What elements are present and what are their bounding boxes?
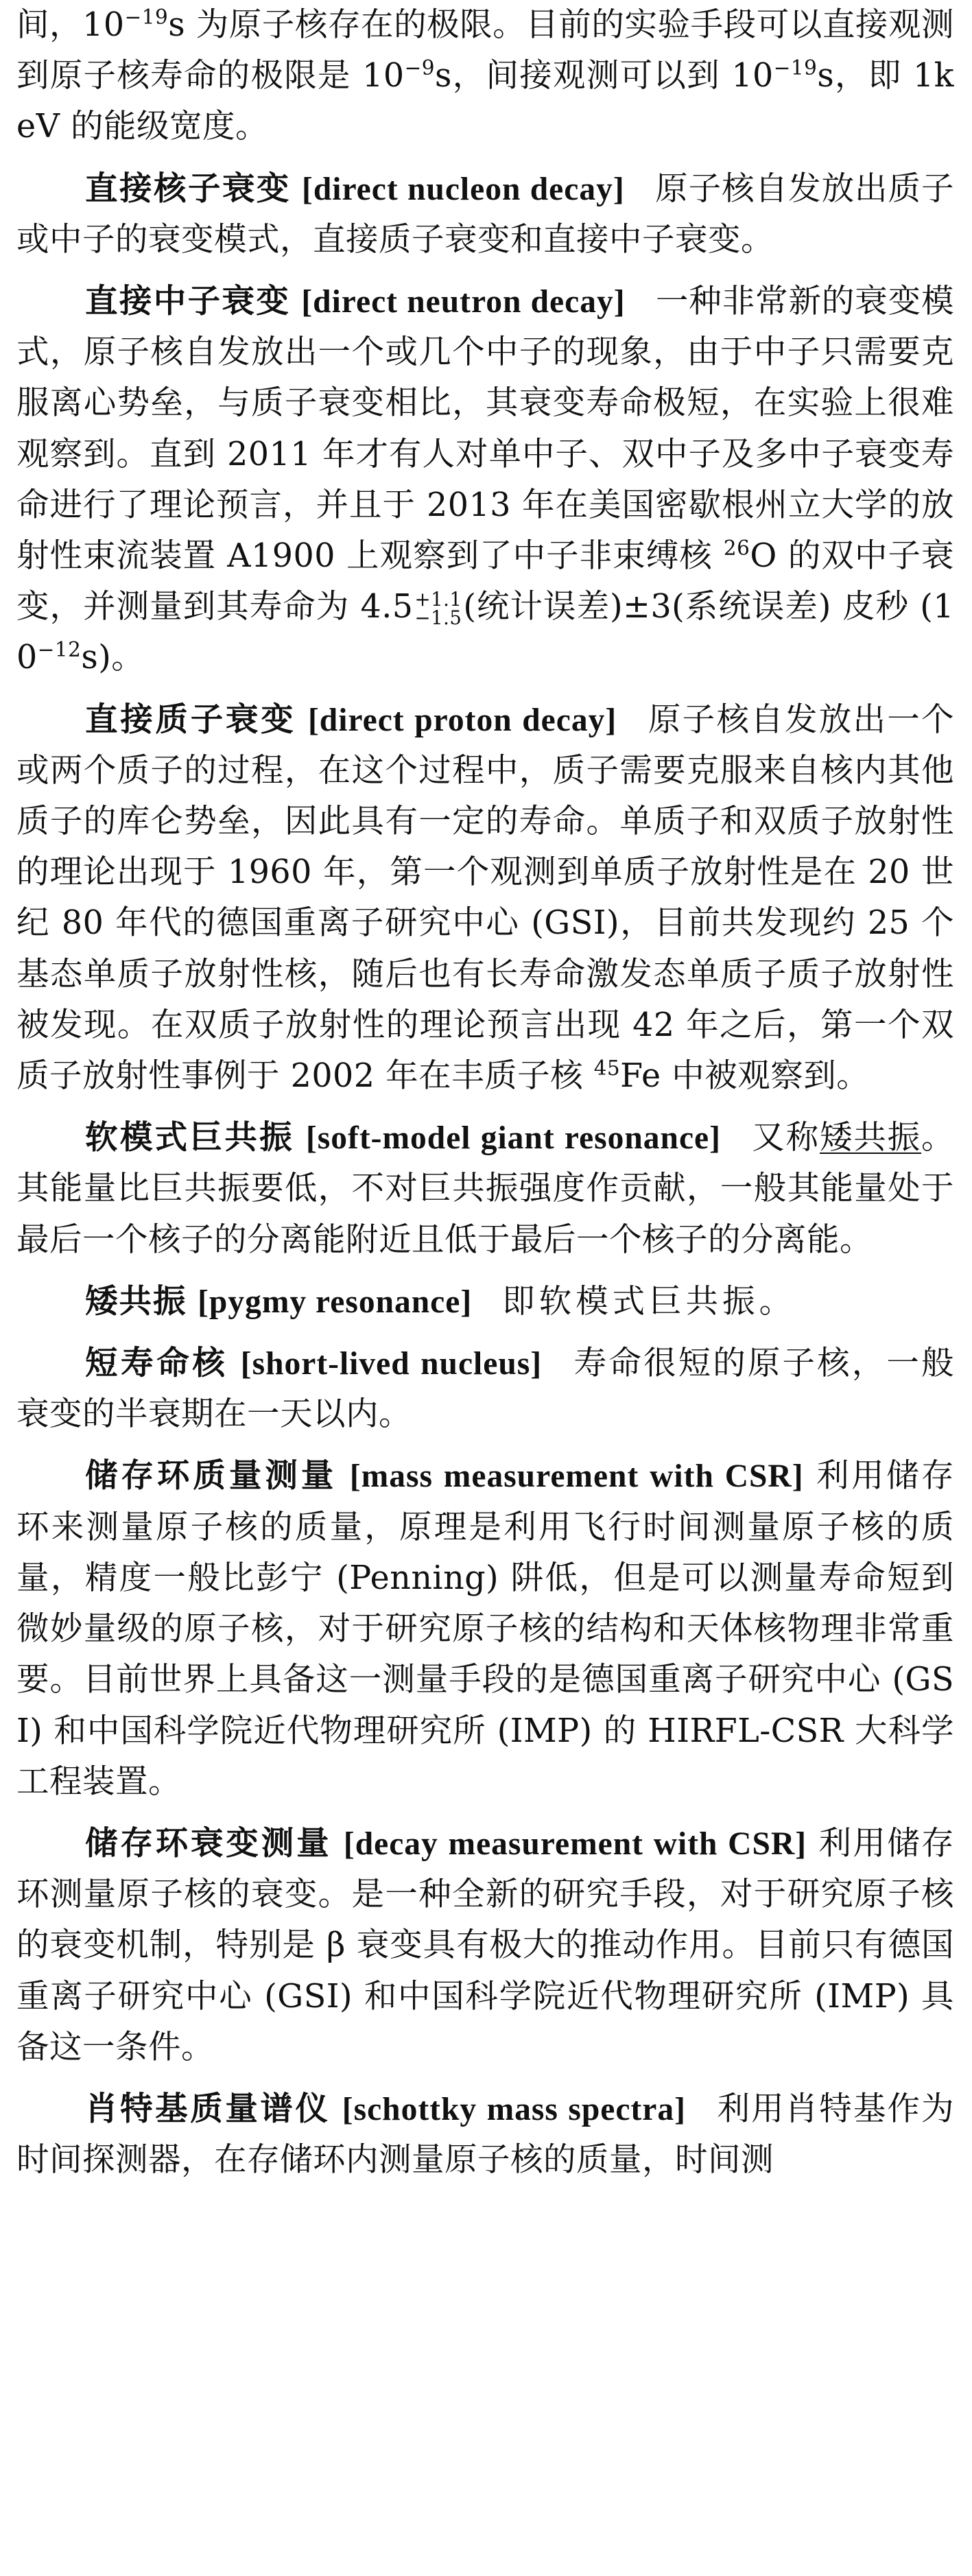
exponent: −19 — [124, 5, 169, 29]
entry-english: [direct proton decay] — [307, 702, 617, 738]
entry-term: 储存环质量测量 — [85, 1457, 337, 1496]
isotope-symbol: O — [750, 537, 777, 576]
entry-definition: 利用储存环来测量原子核的质量，原理是利用飞行时间测量原子核的质量，精度一般比彭宁 (Penning) 阱低，但是可以测量寿命短到微妙量级的原子核，对于研究原子核的结构和天体核物理非常重要。目前世界上具备这一测量手段的是德国重离子研究中心 (GSI) 和中国科学院近代物理研究所 (IMP) 的 HIRFL-CSR 大科学工程装置。 — [16, 1457, 955, 1801]
entry-english: [direct nucleon decay] — [302, 171, 625, 207]
entry-definition: 寿命很短的原子核，一般衰变的半衰期在一天以内。 — [16, 1345, 955, 1434]
entry-definition: 又称 — [750, 1119, 820, 1157]
exponent: −12 — [37, 638, 82, 662]
exponent: −9 — [404, 56, 436, 80]
entry-soft-mode-giant-resonance: 软模式巨共振 [soft-model giant resonance] 又称矮共振。其能量比巨共振要低，不对巨共振强度作贡献，一般其能量处于最后一个核子的分离能附近且低于最后一个核子的分离能。 — [16, 1119, 954, 1259]
error-upper: +1.1 — [414, 588, 462, 611]
intro-text: 间， — [16, 6, 83, 44]
entry-schottky-mass-spectra — [16, 2084, 954, 2186]
intro-paragraph: 间，$10^{-19}s$ 为原子核存在的极限。目前的实验手段可以直接观测到原子核寿命的极限是 $10^{-9}s$，间接观测可以到 $10^{-19}s$，即 1keV 的能级宽度。 — [16, 5, 954, 146]
entry-english: [pygmy resonance] — [198, 1284, 473, 1320]
entry-term: 直接核子衰变 — [85, 169, 291, 208]
entry-definition: 原子核自发放出一个或两个质子的过程，在这个过程中，质子需要克服来自核内其他质子的库仑势垒，因此具有一定的寿命。单质子和双质子放射性的理论出现于 1960 年，第一个观测到单质子放射性是在 20 世纪 80 年代的德国重离子研究中心 (GSI)，目前共发现约 25 个基态单质子放射性核，随后也有长寿命激发态单质子质子放射性被发现。在双质子放射性的理论预言出现 42 年之后，第一个双质子放射性事例于 2002 年在丰质子核 — [16, 700, 955, 1096]
entry-term: 肖特基质量谱仪 — [85, 2090, 331, 2128]
entry-term: 储存环衰变测量 — [85, 1824, 332, 1863]
entry-definition: 原子核自发放出质子或中子的衰变模式，直接质子衰变和直接中子衰变。 — [16, 169, 955, 259]
cross-reference-link[interactable]: 矮共振 — [819, 1119, 921, 1157]
error-lower: −1.5 — [414, 607, 462, 630]
isotope-symbol: Fe — [620, 1057, 661, 1096]
entry-term: 短寿命核 — [85, 1345, 228, 1383]
entry-mass-measurement-csr — [16, 1451, 954, 1807]
isotope-mass-number: 45 — [593, 1056, 621, 1080]
entry-english: [decay measurement with CSR] — [343, 1825, 807, 1862]
entry-english: [mass measurement with CSR] — [349, 1458, 804, 1495]
entry-definition: 即软模式巨共振。 — [502, 1282, 796, 1321]
entry-english: [schottky mass spectra] — [342, 2091, 686, 2127]
entry-term: 软模式巨共振 — [85, 1119, 295, 1157]
entry-english: [short-lived nucleus] — [240, 1346, 543, 1382]
isotope-mass-number: 26 — [723, 536, 750, 560]
entry-term: 直接质子衰变 — [85, 700, 296, 739]
entry-short-lived-nucleus — [16, 1338, 954, 1440]
entry-english: [direct neutron decay] — [301, 284, 626, 320]
entry-pygmy-resonance — [16, 1277, 954, 1327]
entry-definition: 利用储存环测量原子核的衰变。是一种全新的研究手段，对于研究原子核的衰变机制，特别是 β 衰变具有极大的推动作用。目前只有德国重离子研究中心 (GSI) 和中国科学院近代物理研究所 (IMP) 具备这一条件。 — [16, 1824, 955, 2066]
entry-direct-proton-decay: 直接质子衰变 [direct proton decay] 原子核自发放出一个或两个质子的过程，在这个过程中，质子需要克服来自核内其他质子的库仑势垒，因此具有一定的寿命。单质子和双质子放射性的理论出现于 1960 年，第一个观测到单质子放射性是在 20 世纪 80 年代的德国重离子研究中心 (GSI)，目前共发现约 25 个基态单质子放射性核，随后也有长寿命激发态单质子质子放射性被发现。在双质子放射性的理论预言出现 42 年之后，第一个双质子放射性事例于 2002 年在丰质子核 $^{45}$Fe 中被观察到。 — [16, 700, 955, 1096]
entry-decay-measurement-csr — [16, 1819, 954, 2073]
entry-term: 矮共振 — [85, 1282, 187, 1321]
entry-direct-nucleon-decay — [16, 164, 954, 265]
entry-direct-neutron-decay: 直接中子衰变 [direct neutron decay] 一种非常新的衰变模式，原子核自发放出一个或几个中子的现象，由于中子只需要克服离心势垒，与质子衰变相比，其衰变寿命极短，在实验上很难观察到。直到 2011 年才有人对单中子、双中子及多中子衰变寿命进行了理论预言，并且于 2013 年在美国密歇根州立大学的放射性束流装置 A1900 上观察到了中子非束缚核 $^{26}$O 的双中子衰变，并测量到其寿命为 4.5 +1.1 −1.5 (统计误差)±3(系统误差) 皮秒 $(10^{-12}s)$。 — [16, 283, 955, 677]
exponent: −19 — [773, 56, 818, 80]
entry-english: [soft-model giant resonance] — [305, 1120, 721, 1157]
entry-definition: 利用肖特基作为时间探测器，在存储环内测量原子核的质量，时间测 — [16, 2090, 955, 2179]
entry-definition: 一种非常新的衰变模式，原子核自发放出一个或几个中子的现象，由于中子只需要克服离心势垒，与质子衰变相比，其衰变寿命极短，在实验上很难观察到。直到 2011 年才有人对单中子、双中子及多中子衰变寿命进行了理论预言，并且于 2013 年在美国密歇根州立大学的放射性束流装置 A1900 上观察到了中子非束缚核 — [16, 283, 955, 576]
entry-term: 直接中子衰变 — [85, 283, 291, 321]
asymmetric-error — [414, 588, 462, 630]
